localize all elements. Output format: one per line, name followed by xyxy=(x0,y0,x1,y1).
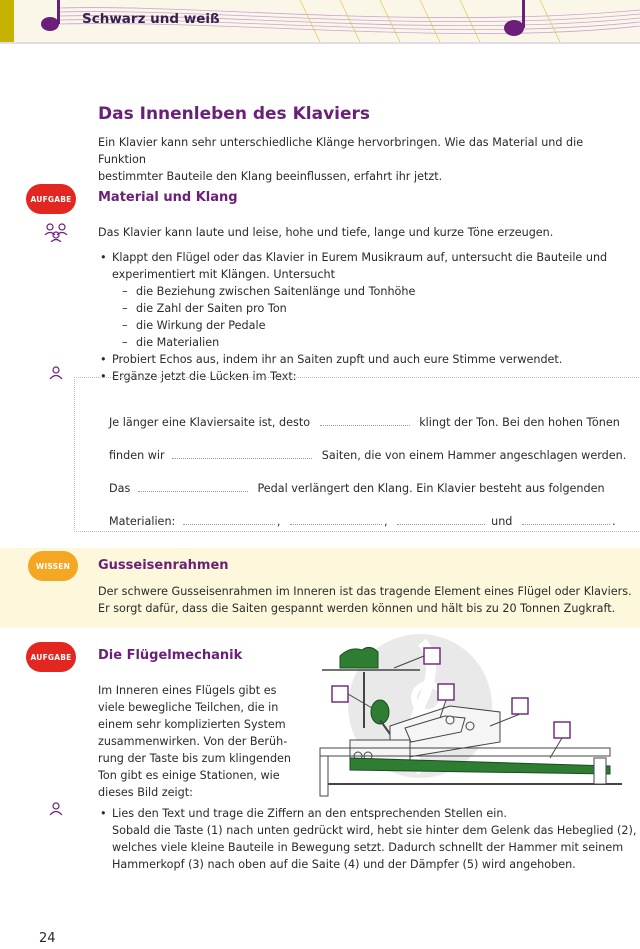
individual-work-icon xyxy=(48,801,64,817)
list-item: • Ergänze jetzt die Lücken im Text: xyxy=(98,368,628,385)
list-item: – die Zahl der Saiten pro Ton xyxy=(112,300,628,317)
list-item: – die Beziehung zwischen Saitenlänge und Tonhöhe xyxy=(112,283,628,300)
key xyxy=(350,758,610,774)
label-box xyxy=(512,698,528,714)
task-lead: Das Klavier kann laute und leise, hohe und tiefe, lange und kurze Töne erzeugen. xyxy=(98,226,554,239)
blank-field[interactable] xyxy=(172,446,312,459)
aufgabe-badge: AUFGABE xyxy=(26,642,76,672)
header-corner-decoration xyxy=(0,0,22,42)
blank-field[interactable] xyxy=(183,512,275,525)
page-title: Das Innenleben des Klaviers xyxy=(98,104,371,124)
fill-in-line: finden wir Saiten, die von einem Hammer angeschlagen werden. xyxy=(109,446,626,462)
label-box xyxy=(424,648,440,664)
label-box xyxy=(554,722,570,738)
group-work-icon xyxy=(44,222,68,242)
blank-field[interactable] xyxy=(290,512,382,525)
list-item: • Lies den Text und trage die Ziffern an den entsprechenden Stellen ein. Sobald die Taste (1) nach unten gedrückt wird, hebt sie hinter dem Gelenk das Hebeglied (2), welches viele kleine Bauteile in Bewegung setzt. Dadurch schnellt der Hammer mit seinem Hammerkopf (3) nach oben auf die Saite (4) und der Dämpfer (5) wird angehoben. xyxy=(98,805,638,873)
fill-in-line: Das Pedal verlängert den Klang. Ein Klavier besteht aus folgenden xyxy=(109,479,605,495)
label-box xyxy=(438,684,454,700)
wissen-badge: WISSEN xyxy=(28,551,78,581)
wissen-title: Gusseisenrahmen xyxy=(98,558,229,573)
header-divider xyxy=(0,42,640,44)
mechanik-text: Im Inneren eines Flügels gibt es viele bewegliche Teilchen, die in einem sehr komplizierten System zusammenwirken. Von der Berüh- rung der Taste bis zum klingenden Ton gibt es einige Stationen, wie dieses Bild zeigt: xyxy=(98,684,292,799)
blank-field[interactable] xyxy=(397,512,485,525)
music-note-icon xyxy=(38,0,70,34)
list-item: – die Materialien xyxy=(112,334,628,351)
blank-field[interactable] xyxy=(320,413,410,426)
intro-text: Ein Klavier kann sehr unterschiedliche Klänge hervorbringen. Wie das Material und die Funktion bestimmter Bauteile den Klang beeinflussen, erfahrt ihr jetzt. xyxy=(98,136,584,183)
aufgabe-badge: AUFGABE xyxy=(26,184,76,214)
task-title: Die Flügelmechanik xyxy=(98,648,243,663)
task-list xyxy=(98,249,628,368)
list-item: – die Wirkung der Pedale xyxy=(112,317,628,334)
chapter-title: Schwarz und weiß xyxy=(82,11,220,27)
mechanik-task xyxy=(98,805,638,873)
task-title: Material und Klang xyxy=(98,190,238,205)
page-number: 24 xyxy=(39,931,56,946)
wissen-text: Der schwere Gusseisenrahmen im Inneren ist das tragende Element eines Flügel oder Klaviers. Er sorgt dafür, dass die Saiten gespannt werden können und hält bis zu 20 Tonnen Zugkraft. xyxy=(98,585,632,615)
individual-work-icon xyxy=(48,365,64,381)
fill-in-line: Materialien: , , und . xyxy=(109,512,616,528)
blank-field[interactable] xyxy=(138,479,248,492)
blank-field[interactable] xyxy=(522,512,610,525)
music-note-icon xyxy=(500,0,536,40)
list-item: • Probiert Echos aus, indem ihr an Saiten zupft und auch eure Stimme verwendet. xyxy=(98,351,628,368)
list-item: • Klappt den Flügel oder das Klavier in Eurem Musikraum auf, untersucht die Bauteile und experimentiert mit Klängen. Untersucht – die Beziehung zwischen Saitenlänge und Tonhöhe – die Zahl der Saiten pro Ton – die Wirkung der Pedale – die Materialien xyxy=(98,249,628,351)
label-box xyxy=(332,686,348,702)
fill-in-line: Je länger eine Klaviersaite ist, desto klingt der Ton. Bei den hohen Tönen xyxy=(109,413,620,429)
damper xyxy=(340,647,378,668)
page-header xyxy=(0,0,640,42)
